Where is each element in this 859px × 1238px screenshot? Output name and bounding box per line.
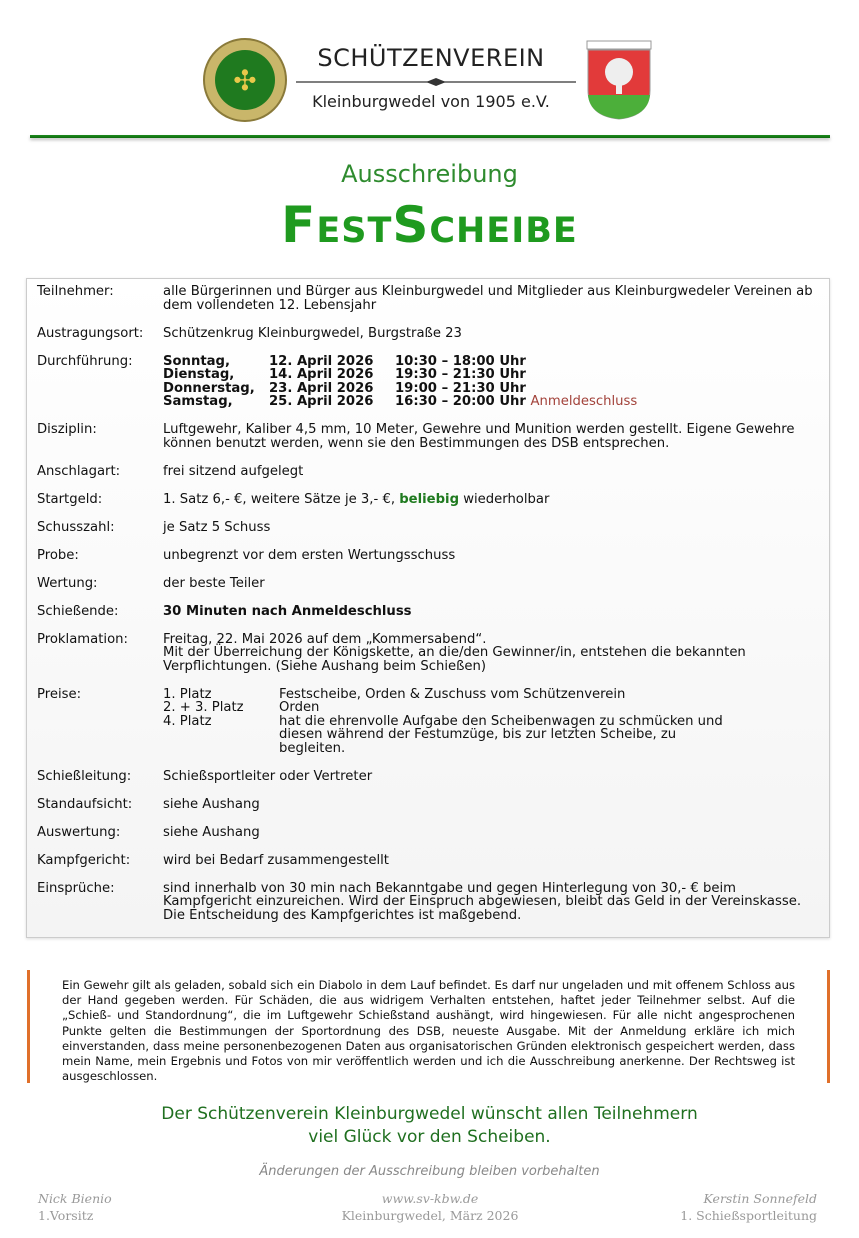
date: 12. April 2026 <box>269 353 374 369</box>
label: Kampfgericht: <box>37 852 131 868</box>
disclaimer: Ein Gewehr gilt als geladen, sobald sich ein Diabolo in dem Lauf befindet. Es darf nur ungeladen und mit offenem Schloss aus der Hand gegeben werden. Für Schäden, die aus widrigem Verhalten entstehen, haftet jeder Teilnehmer selbst. Auf die „Schieß- und Standordnung“, die im Luftgewehr Schießstand aushängt, wird hingewiesen. Für alle nicht angesprochenen Punkte gelten die Bestimmungen der Sportordnung des DSB, neueste Ausgabe. Mit der Anmeldung erkläre ich mich einverstanden, dass meine personenbezogenen Daten aus organisatorischen Gründen elektronisch gespeichert werden, dass mein Name, mein Ergebnis und Fotos von mir veröffentlich werden und ich die Ausschreibung anerkenne. Der Rechtsweg ist ausgeschlossen. <box>27 970 830 1083</box>
website-link[interactable]: www.sv-kbw.de <box>381 1191 479 1206</box>
signatory-role: 1.Vorsitz <box>38 1208 94 1223</box>
label: Startgeld: <box>37 491 103 507</box>
club-subtitle: Kleinburgwedel von 1905 e.V. <box>312 92 550 111</box>
label: Auswertung: <box>37 824 121 840</box>
text: Der Schützenverein Kleinburgwedel wünscht allen Teilnehmern <box>161 1104 698 1124</box>
value: Luftgewehr, Kaliber 4,5 mm, 10 Meter, Gewehre und Munition werden gestellt. Eigene Gewehre können benutzt werden, wenn sie den Bestimmungen des DSB entsprechen. <box>163 422 795 451</box>
deadline-note: Anmeldeschluss <box>530 394 638 409</box>
row-probe <box>37 549 829 563</box>
text: Freitag, 22. Mai 2026 auf dem „Kommersabend“. <box>163 631 487 647</box>
footer-center <box>280 1190 580 1224</box>
label: Teilnehmer: <box>37 284 114 299</box>
row-schiessende <box>37 605 829 619</box>
place-date: Kleinburgwedel, März 2026 <box>341 1208 519 1223</box>
label: Wertung: <box>37 575 98 591</box>
prize: Festscheibe, Orden & Zuschuss vom Schützenverein <box>279 686 626 702</box>
text: 1. Satz 6,- €, weitere Sätze je 3,- €, <box>163 491 400 507</box>
label: Proklamation: <box>37 631 128 647</box>
prize: Orden <box>279 700 320 715</box>
row-ort <box>37 327 829 341</box>
row-teilnehmer <box>37 285 829 312</box>
info-table <box>26 278 830 938</box>
date: 25. April 2026 <box>269 394 374 409</box>
row-kampfgericht <box>37 854 829 868</box>
signatory-name: Nick Bienio <box>38 1191 112 1206</box>
row-schiessleitung <box>37 770 829 784</box>
day: Samstag, <box>163 394 233 409</box>
label: Austragungsort: <box>37 325 144 341</box>
label: Schießleitung: <box>37 768 132 784</box>
row-preise <box>37 688 829 756</box>
signatory-role: 1. Schießsportleitung <box>680 1208 817 1223</box>
value: siehe Aushang <box>163 824 260 840</box>
label: Anschlagart: <box>37 463 121 479</box>
row-schusszahl <box>37 521 829 535</box>
doc-title: FestScheibe <box>281 196 578 254</box>
row-anschlagart <box>37 465 829 479</box>
value: unbegrenzt vor dem ersten Wertungsschuss <box>163 547 456 563</box>
row-proklamation <box>37 633 829 674</box>
label: Durchführung: <box>37 353 133 369</box>
label: Schießende: <box>37 603 119 619</box>
change-note: Änderungen der Ausschreibung bleiben vorbehalten <box>259 1164 600 1179</box>
crossed-rifles-icon: ✣ <box>215 50 275 110</box>
value: siehe Aushang <box>163 796 260 812</box>
value: sind innerhalb von 30 min nach Bekanntgabe und gegen Hinterlegung von 30,- € beim Kampfgericht einzureichen. Wird der Einspruch abgewiesen, bleibt das Geld in der Vereinskasse. Die Entscheidung des Kampfgerichtes ist maßgebend. <box>163 880 802 923</box>
prize: hat die ehrenvolle Aufgabe den Scheibenwagen zu schmücken und diesen während der Festumzüge, bis zur letzten Scheibe, zu begleiten. <box>279 713 723 756</box>
time-with-note <box>395 395 813 409</box>
club-seal-logo <box>203 38 287 122</box>
label: Standaufsicht: <box>37 796 133 812</box>
time: 19:00 – 21:30 Uhr <box>395 380 526 396</box>
highlight: beliebig <box>399 491 460 507</box>
ornament-divider <box>296 78 576 86</box>
time: 10:30 – 18:00 Uhr <box>395 353 526 369</box>
text: viel Glück vor den Scheiben. <box>308 1127 551 1147</box>
value: 30 Minuten nach Anmeldeschluss <box>163 603 412 619</box>
label: Preise: <box>37 686 82 702</box>
place: 2. + 3. Platz <box>163 700 244 715</box>
row-startgeld <box>37 493 829 507</box>
value: wird bei Bedarf zusammengestellt <box>163 852 389 868</box>
header-divider <box>30 135 830 138</box>
value: je Satz 5 Schuss <box>163 519 271 535</box>
value: alle Bürgerinnen und Bürger aus Kleinburgwedel und Mitglieder aus Kleinburgwedeler Vereinen ab dem vollendeten 12. Lebensjahr <box>163 284 813 313</box>
label: Probe: <box>37 547 79 563</box>
date: 14. April 2026 <box>269 367 374 382</box>
value <box>163 633 813 674</box>
value: frei sitzend aufgelegt <box>163 463 304 479</box>
footer-left <box>38 1190 112 1224</box>
row-einsprueche <box>37 882 829 923</box>
row-durchfuehrung <box>37 355 829 409</box>
row-wertung <box>37 577 829 591</box>
prize-list <box>163 688 813 756</box>
place: 1. Platz <box>163 686 212 702</box>
label: Einsprüche: <box>37 880 115 896</box>
row-disziplin <box>37 423 829 450</box>
value: Schießsportleiter oder Vertreter <box>163 768 373 784</box>
text: wiederholbar <box>459 491 550 507</box>
time: 19:30 – 21:30 Uhr <box>395 367 526 382</box>
day: Donnerstag, <box>163 380 255 396</box>
place: 4. Platz <box>163 713 212 729</box>
label: Schusszahl: <box>37 519 115 535</box>
footer-right <box>680 1190 817 1224</box>
value: Schützenkrug Kleinburgwedel, Burgstraße 23 <box>163 325 462 341</box>
good-luck-message <box>0 1103 859 1149</box>
date: 23. April 2026 <box>269 380 374 396</box>
town-crest-logo <box>586 40 652 120</box>
signatory-name: Kerstin Sonnefeld <box>703 1191 817 1206</box>
row-standaufsicht <box>37 798 829 812</box>
time: 16:30 – 20:00 Uhr <box>395 394 526 409</box>
day: Sonntag, <box>163 353 230 369</box>
row-auswertung <box>37 826 829 840</box>
club-name: SCHÜTZENVEREIN <box>317 44 545 72</box>
value <box>163 493 813 507</box>
label: Disziplin: <box>37 422 97 437</box>
value: der beste Teiler <box>163 575 265 591</box>
schedule <box>163 355 813 409</box>
day: Dienstag, <box>163 367 235 382</box>
text: Mit der Überreichung der Königskette, an die/den Gewinner/in, entstehen die bekannten Verpflichtungen. (Siehe Aushang beim Schießen) <box>163 645 746 674</box>
doc-kicker: Ausschreibung <box>341 160 518 188</box>
